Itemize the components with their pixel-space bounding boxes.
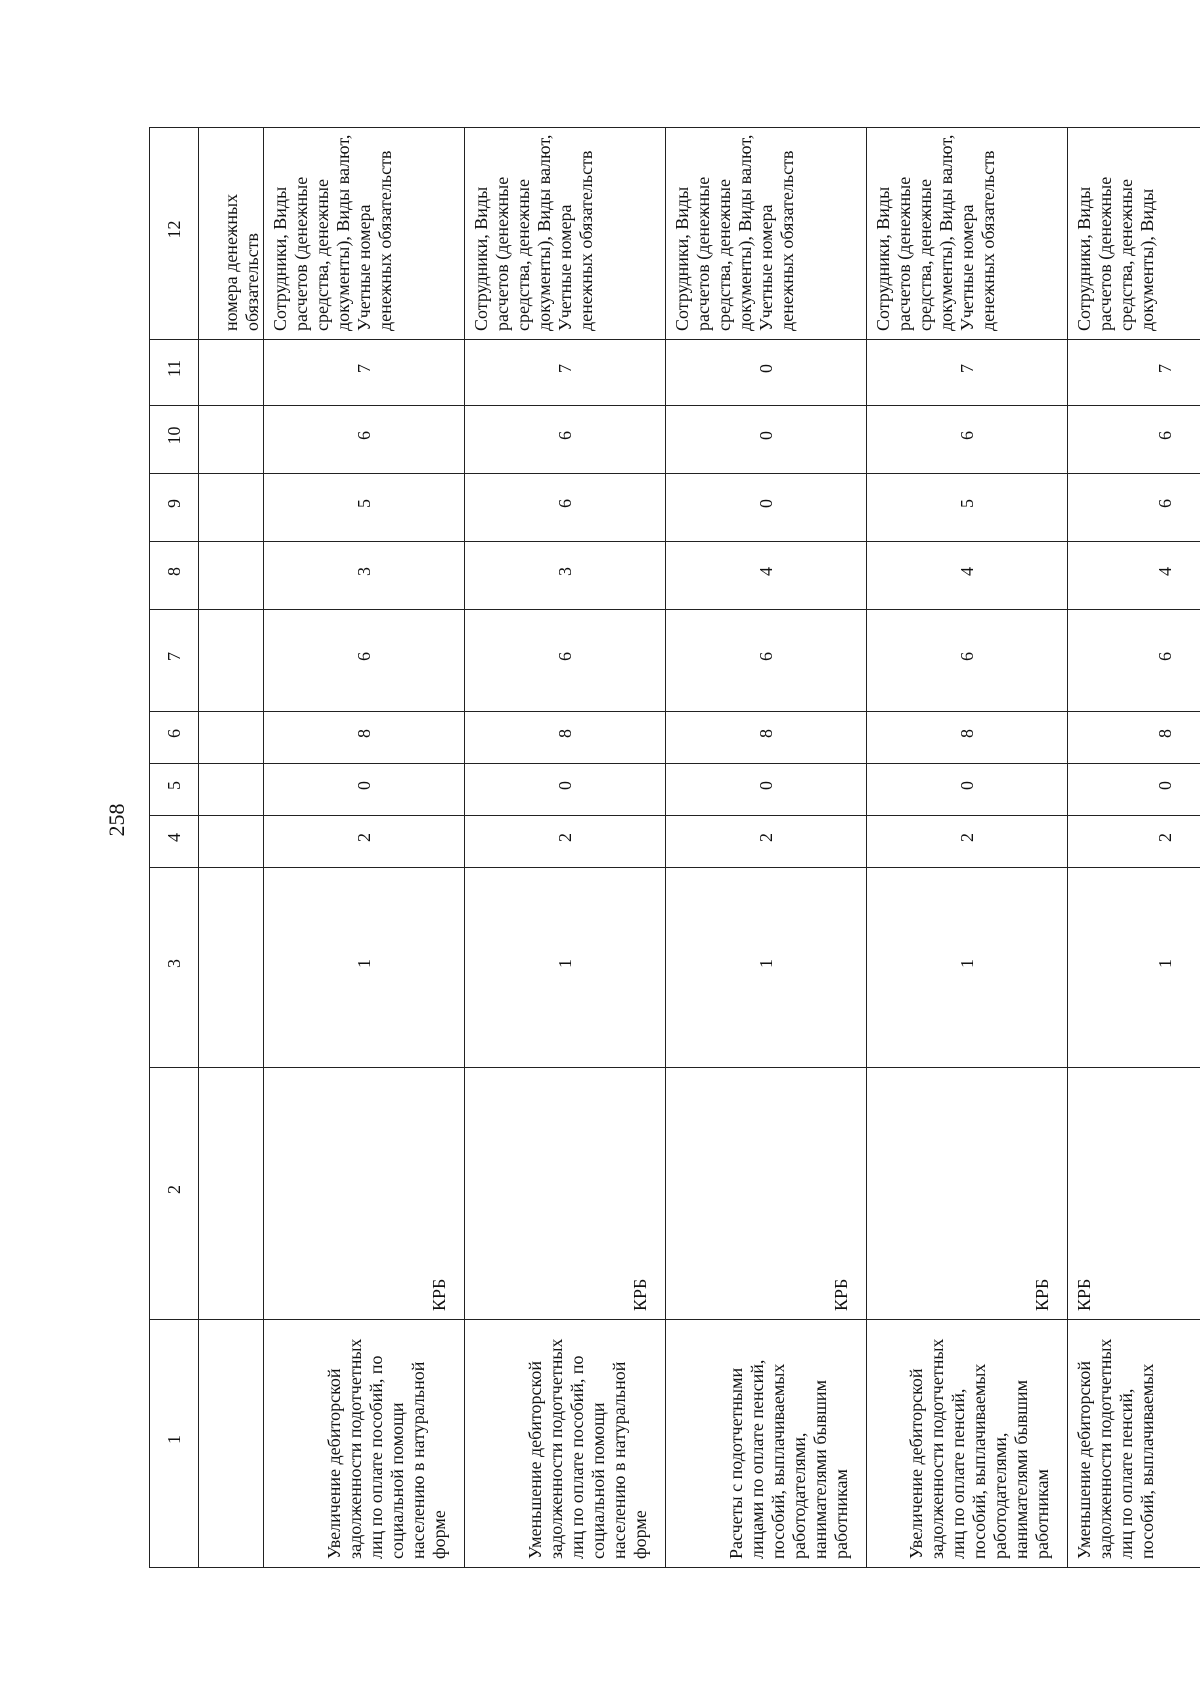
accounts-table	[149, 127, 1200, 1568]
table-row	[666, 128, 867, 1568]
operation-name-cell: Уменьшение дебиторской задолженности подотчетных лиц по оплате пособий, по социальной помощи населению в натуральной форме	[465, 1320, 666, 1568]
digit-cell: 6	[465, 610, 666, 712]
header-cell: 3	[150, 868, 199, 1068]
header-cell: 11	[150, 340, 199, 406]
header-cell: 12	[150, 128, 199, 340]
empty-cell	[199, 816, 264, 868]
digit-cell: 0	[264, 764, 465, 816]
analytics-cell: номера денежных обязательств	[199, 128, 264, 340]
digit-cell: 6	[666, 610, 867, 712]
digit-cell: 1	[1068, 868, 1200, 1068]
analytics-cell: Сотрудники, Виды расчетов (денежные средства, денежные документы), Виды валют, Учетные номера денежных обязательств	[666, 128, 867, 340]
digit-cell: 0	[666, 474, 867, 542]
digit-cell: 2	[1068, 816, 1200, 868]
header-cell: 4	[150, 816, 199, 868]
digit-cell: 8	[666, 712, 867, 764]
analytics-cell: Сотрудники, Виды расчетов (денежные средства, денежные документы), Виды	[1068, 128, 1200, 340]
continuation-row	[199, 128, 264, 1568]
header-cell: 7	[150, 610, 199, 712]
digit-cell: 6	[465, 406, 666, 474]
table-row	[264, 128, 465, 1568]
digit-cell: 2	[867, 816, 1068, 868]
account-code-cell: КРБ	[666, 1068, 867, 1320]
digit-cell: 5	[264, 474, 465, 542]
analytics-cell: Сотрудники, Виды расчетов (денежные средства, денежные документы), Виды валют, Учетные номера денежных обязательств	[867, 128, 1068, 340]
digit-cell: 1	[666, 868, 867, 1068]
account-code-cell: КРБ	[1068, 1068, 1200, 1320]
table-row	[867, 128, 1068, 1568]
digit-cell: 7	[264, 340, 465, 406]
header-cell: 10	[150, 406, 199, 474]
digit-cell: 8	[867, 712, 1068, 764]
header-cell: 2	[150, 1068, 199, 1320]
digit-cell: 4	[867, 542, 1068, 610]
digit-cell: 2	[666, 816, 867, 868]
digit-cell: 7	[1068, 340, 1200, 406]
digit-cell: 6	[264, 406, 465, 474]
digit-cell: 4	[1068, 542, 1200, 610]
header-cell: 9	[150, 474, 199, 542]
digit-cell: 3	[465, 542, 666, 610]
digit-cell: 4	[666, 542, 867, 610]
digit-cell: 7	[867, 340, 1068, 406]
digit-cell: 8	[1068, 712, 1200, 764]
empty-cell	[199, 542, 264, 610]
table-area	[149, 128, 1199, 1568]
empty-cell	[199, 340, 264, 406]
empty-cell	[199, 868, 264, 1068]
digit-cell: 2	[465, 816, 666, 868]
digit-cell: 6	[1068, 474, 1200, 542]
digit-cell: 0	[666, 340, 867, 406]
empty-cell	[199, 610, 264, 712]
empty-cell	[199, 474, 264, 542]
digit-cell: 7	[465, 340, 666, 406]
digit-cell: 1	[867, 868, 1068, 1068]
digit-cell: 2	[264, 816, 465, 868]
table-row	[1068, 128, 1200, 1568]
account-code-cell: КРБ	[264, 1068, 465, 1320]
digit-cell: 6	[1068, 610, 1200, 712]
header-cell: 1	[150, 1320, 199, 1568]
digit-cell: 6	[867, 610, 1068, 712]
digit-cell: 0	[666, 406, 867, 474]
digit-cell: 0	[465, 764, 666, 816]
header-row	[150, 128, 199, 1568]
digit-cell: 5	[867, 474, 1068, 542]
empty-cell	[199, 1320, 264, 1568]
digit-cell: 8	[465, 712, 666, 764]
header-cell: 6	[150, 712, 199, 764]
account-code-cell: КРБ	[465, 1068, 666, 1320]
empty-cell	[199, 712, 264, 764]
account-code-cell: КРБ	[867, 1068, 1068, 1320]
empty-cell	[199, 1068, 264, 1320]
digit-cell: 0	[867, 764, 1068, 816]
analytics-cell: Сотрудники, Виды расчетов (денежные средства, денежные документы), Виды валют, Учетные номера денежных обязательств	[465, 128, 666, 340]
digit-cell: 6	[465, 474, 666, 542]
digit-cell: 3	[264, 542, 465, 610]
operation-name-cell: Увеличение дебиторской задолженности подотчетных лиц по оплате пенсий, пособий, выплачиваемых работодателями, нанимателями бывшим работникам	[867, 1320, 1068, 1568]
digit-cell: 6	[264, 610, 465, 712]
table-row	[465, 128, 666, 1568]
operation-name-cell: Расчеты с подотчетными лицами по оплате пенсий, пособий, выплачиваемых работодателями, нанимателями бывшим работникам	[666, 1320, 867, 1568]
header-cell: 5	[150, 764, 199, 816]
digit-cell: 6	[867, 406, 1068, 474]
digit-cell: 1	[465, 868, 666, 1068]
analytics-cell: Сотрудники, Виды расчетов (денежные средства, денежные документы), Виды валют, Учетные номера денежных обязательств	[264, 128, 465, 340]
rotated-table-wrapper	[149, 128, 1199, 1568]
digit-cell: 6	[1068, 406, 1200, 474]
operation-name-cell: Уменьшение дебиторской задолженности подотчетных лиц по оплате пенсий, пособий, выплачиваемых	[1068, 1320, 1200, 1568]
operation-name-cell: Увеличение дебиторской задолженности подотчетных лиц по оплате пособий, по социальной помощи населению в натуральной форме	[264, 1320, 465, 1568]
page-number: 258	[104, 803, 129, 837]
header-cell: 8	[150, 542, 199, 610]
digit-cell: 8	[264, 712, 465, 764]
digit-cell: 0	[666, 764, 867, 816]
digit-cell: 1	[264, 868, 465, 1068]
empty-cell	[199, 764, 264, 816]
digit-cell: 0	[1068, 764, 1200, 816]
empty-cell	[199, 406, 264, 474]
